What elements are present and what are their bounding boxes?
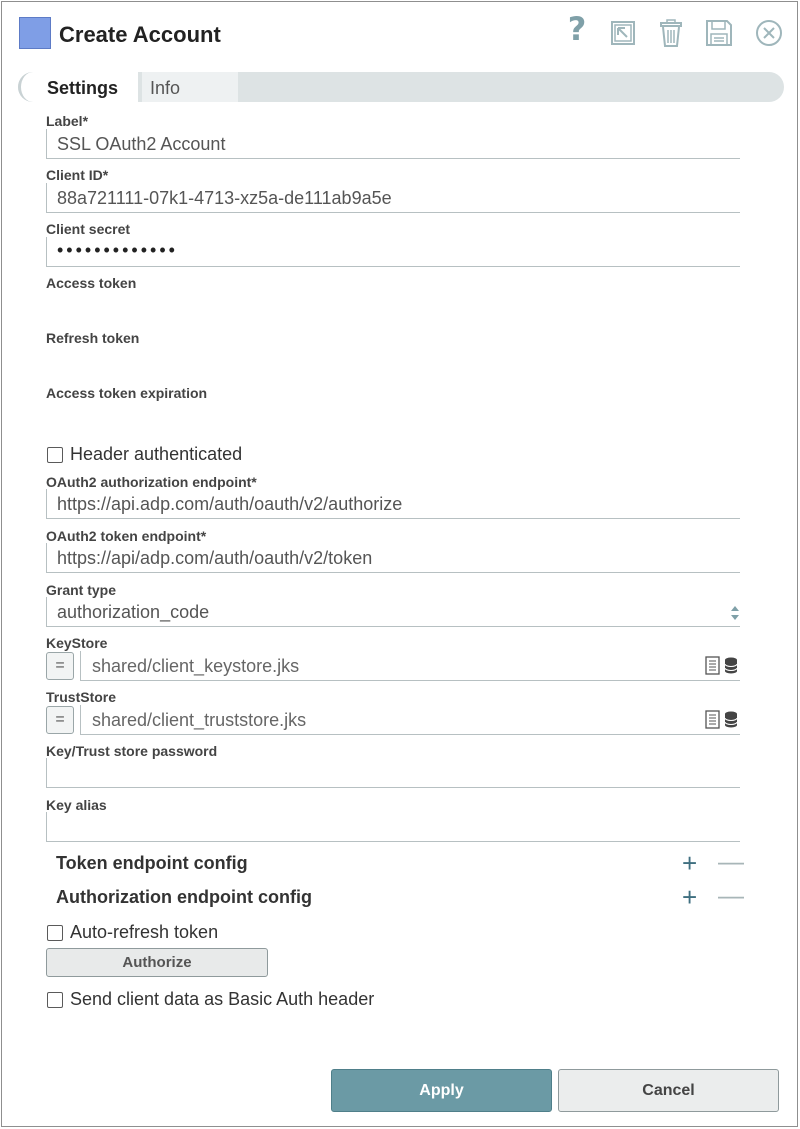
save-icon[interactable] — [702, 16, 736, 50]
client-secret-label: Client secret — [46, 221, 131, 237]
key-alias-input[interactable] — [46, 812, 740, 842]
oauth2-token-endpoint-label: OAuth2 token endpoint* — [46, 528, 207, 544]
token-endpoint-config-heading: Token endpoint config — [56, 853, 248, 873]
grant-type-select[interactable]: authorization_code — [46, 597, 740, 627]
truststore-input[interactable]: shared/client_truststore.jks — [80, 705, 740, 735]
grant-type-label: Grant type — [46, 582, 117, 598]
access-token-label: Access token — [46, 275, 137, 291]
auto-refresh-token-label: Auto-refresh token — [70, 922, 219, 942]
send-client-data-label: Send client data as Basic Auth header — [70, 989, 375, 1009]
dialog-title: Create Account — [59, 22, 221, 47]
help-icon[interactable]: ? — [567, 10, 587, 48]
account-type-icon — [19, 17, 51, 49]
keystore-input[interactable]: shared/client_keystore.jks — [80, 651, 740, 681]
file-browse-icon — [705, 656, 739, 676]
tab-settings[interactable]: Settings — [18, 72, 138, 102]
client-id-input[interactable]: 88a721111-07k1-4713-xz5a-de111ab9a5e — [46, 183, 740, 213]
select-arrows-icon — [729, 603, 741, 623]
token-endpoint-remove-icon[interactable]: — — [718, 846, 744, 876]
create-account-dialog — [1, 1, 798, 1127]
authorization-endpoint-remove-icon[interactable]: — — [718, 880, 744, 910]
oauth2-token-endpoint-input[interactable]: https://api/adp.com/auth/oauth/v2/token — [46, 543, 740, 573]
authorize-button[interactable]: Authorize — [46, 948, 268, 977]
refresh-token-label: Refresh token — [46, 330, 140, 346]
authorization-endpoint-config-heading: Authorization endpoint config — [56, 887, 312, 907]
auto-refresh-token-checkbox[interactable] — [47, 925, 63, 941]
header-authenticated-label: Header authenticated — [70, 444, 243, 464]
export-icon[interactable] — [606, 16, 640, 50]
store-password-input[interactable] — [46, 758, 740, 788]
keystore-expression-toggle[interactable]: = — [46, 652, 74, 680]
header-authenticated-checkbox[interactable] — [47, 447, 63, 463]
access-token-expiration-label: Access token expiration — [46, 385, 208, 401]
token-endpoint-add-icon[interactable]: + — [682, 848, 698, 878]
store-password-label: Key/Trust store password — [46, 743, 218, 759]
send-client-data-checkbox[interactable] — [47, 992, 63, 1008]
close-icon[interactable] — [752, 16, 786, 50]
keystore-label: KeyStore — [46, 635, 108, 651]
apply-button[interactable]: Apply — [331, 1069, 552, 1112]
dialog-header — [2, 2, 797, 66]
trash-icon[interactable] — [654, 16, 688, 50]
oauth2-authorization-endpoint-label: OAuth2 authorization endpoint* — [46, 474, 257, 490]
cancel-button[interactable]: Cancel — [558, 1069, 779, 1112]
truststore-label: TrustStore — [46, 689, 117, 705]
key-alias-label: Key alias — [46, 797, 107, 813]
label-input[interactable]: SSL OAuth2 Account — [46, 129, 740, 159]
truststore-browse-icons — [705, 710, 739, 730]
truststore-expression-toggle[interactable]: = — [46, 706, 74, 734]
tab-info[interactable]: Info — [142, 72, 238, 102]
oauth2-authorization-endpoint-input[interactable]: https://api.adp.com/auth/oauth/v2/authorize — [46, 489, 740, 519]
label-field-label: Label* — [46, 113, 89, 129]
client-id-label: Client ID* — [46, 167, 109, 183]
keystore-browse-icons — [705, 656, 739, 676]
tab-bar — [18, 72, 784, 102]
client-secret-input[interactable]: ••••••••••••• — [46, 237, 740, 267]
authorization-endpoint-add-icon[interactable]: + — [682, 882, 698, 912]
file-browse-icon — [705, 710, 739, 730]
